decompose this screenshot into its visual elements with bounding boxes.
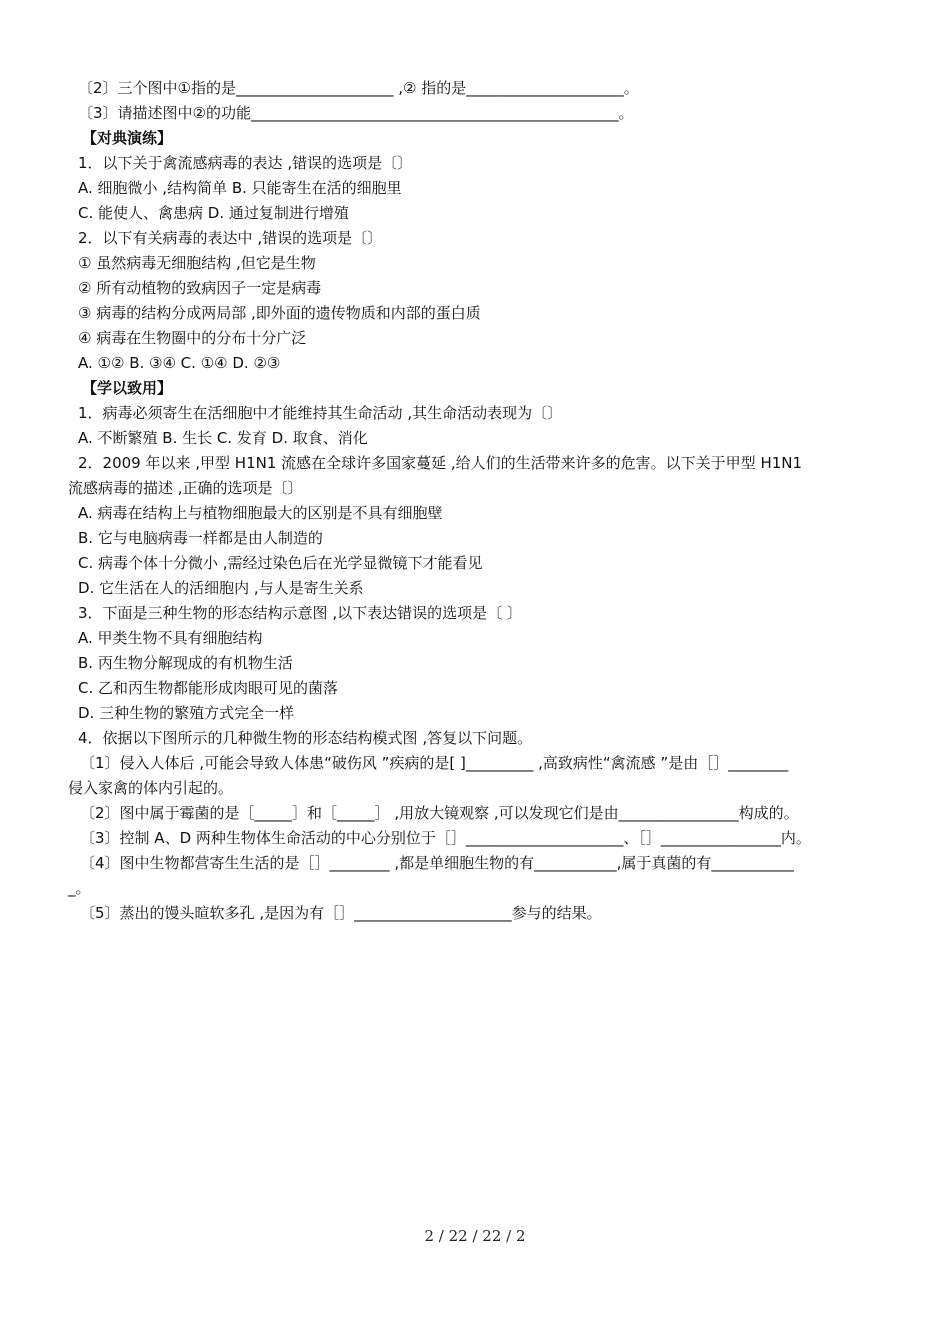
- application-q2-line2: 流感病毒的描述 ,正确的选项是〔〕: [68, 479, 303, 497]
- application-q4-sub3: 〔3〕控制 A、D 两种生物体生命活动的中心分别位于［］_____________________、［］________________内。: [80, 829, 811, 847]
- document-body: [68, 76, 898, 926]
- application-q2-option-b: B. 它与电脑病毒一样都是由人制造的: [78, 529, 323, 547]
- q2-sub3-line: 〔3〕请描述图中②的功能_________________________________________________。: [78, 104, 634, 122]
- application-q1-options: A. 不断繁殖 B. 生长 C. 发育 D. 取食、消化: [78, 429, 368, 447]
- application-q3-option-a: A. 甲类生物不具有细胞结构: [78, 629, 263, 647]
- practice-q1-options-ab: A. 细胞微小 ,结构简单 B. 只能寄生在活的细胞里: [78, 179, 402, 197]
- practice-q2-statement-2: ② 所有动植物的致病因子一定是病毒: [78, 279, 322, 297]
- application-q2-option-c: C. 病毒个体十分微小 ,需经过染色后在光学显微镜下才能看见: [78, 554, 483, 572]
- practice-q2-options: A. ①② B. ③④ C. ①④ D. ②③: [78, 354, 281, 372]
- page-number-footer: 2 / 22 / 22 / 2: [424, 1227, 526, 1245]
- application-q3: 3．下面是三种生物的形态结构示意图 ,以下表达错误的选项是〔 〕: [78, 604, 522, 622]
- practice-q2: 2．以下有关病毒的表达中 ,错误的选项是〔〕: [78, 229, 383, 247]
- application-q3-option-b: B. 丙生物分解现成的有机物生活: [78, 654, 293, 672]
- application-q4-sub1-line1: 〔1〕侵入人体后 ,可能会导致人体患“破伤风 ”疾病的是[ ]_________ ,高致病性“禽流感 ”是由［］________: [80, 754, 789, 772]
- application-q2-option-d: D. 它生活在人的活细胞内 ,与人是寄生关系: [78, 579, 364, 597]
- section-heading-practice: 【对典演练】: [82, 129, 173, 147]
- practice-q1: 1．以下关于禽流感病毒的表达 ,错误的选项是〔〕: [78, 154, 413, 172]
- application-q3-option-c: C. 乙和丙生物都能形成肉眼可见的菌落: [78, 679, 339, 697]
- application-q2-option-a: A. 病毒在结构上与植物细胞最大的区别是不具有细胞壁: [78, 504, 443, 522]
- application-q1: 1．病毒必须寄生在活细胞中才能维持其生命活动 ,其生命活动表现为〔〕: [78, 404, 563, 422]
- practice-q1-options-cd: C. 能使人、禽患病 D. 通过复制进行增殖: [78, 204, 349, 222]
- application-q3-option-d: D. 三种生物的繁殖方式完全一样: [78, 704, 295, 722]
- practice-q2-statement-3: ③ 病毒的结构分成两局部 ,即外面的遗传物质和内部的蛋白质: [78, 304, 481, 322]
- application-q4-sub4-line2: _。: [68, 879, 91, 897]
- practice-q2-statement-4: ④ 病毒在生物圈中的分布十分广泛: [78, 329, 307, 347]
- application-q4-sub2: 〔2〕图中属于霉菌的是［_____］和［_____］ ,用放大镜观察 ,可以发现它们是由________________构成的。: [80, 804, 799, 822]
- application-q4-sub5: 〔5〕蒸出的馒头暄软多孔 ,是因为有［］_____________________参与的结果。: [80, 904, 602, 922]
- application-q4-sub4-line1: 〔4〕图中生物都营寄生生活的是［］________ ,都是单细胞生物的有___________,属于真菌的有___________: [80, 854, 794, 872]
- application-q4: 4．依据以下图所示的几种微生物的形态结构模式图 ,答复以下问题。: [78, 729, 533, 747]
- practice-q2-statement-1: ① 虽然病毒无细胞结构 ,但它是生物: [78, 254, 316, 272]
- application-q4-sub1-line2: 侵入家禽的体内引起的。: [68, 779, 234, 797]
- application-q2-line1: 2．2009 年以来 ,甲型 H1N1 流感在全球许多国家蔓延 ,给人们的生活带来许多的危害。以下关于甲型 H1N1: [78, 454, 803, 472]
- q2-sub2-line: 〔2〕三个图中①指的是_____________________ ,② 指的是_____________________。: [78, 79, 639, 97]
- section-heading-application: 【学以致用】: [82, 379, 173, 397]
